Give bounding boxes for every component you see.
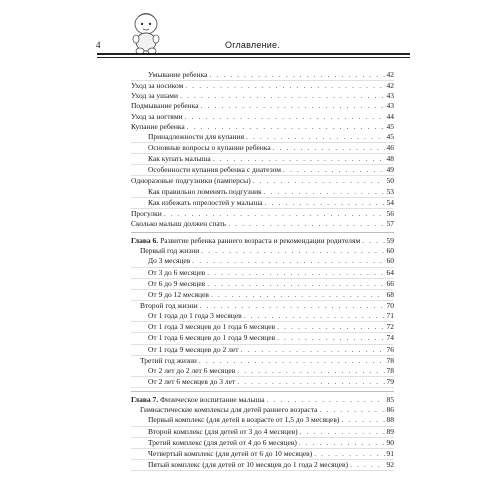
toc-entry-label: Принадлежности для купания	[148, 131, 245, 141]
chapter-number: Глава 6.	[131, 236, 159, 246]
toc-page-number: 57	[386, 218, 394, 228]
dot-leader	[201, 246, 384, 256]
toc-entry[interactable]	[131, 427, 394, 438]
toc-page-number: 70	[386, 300, 394, 310]
toc-entry-label: Как избежать опрелостей у малыша	[148, 197, 263, 207]
dot-leader	[185, 81, 384, 91]
toc-page-number: 92	[386, 459, 394, 469]
chapter-title: Развитие ребенка раннего возраста и рекомендации родителям	[158, 236, 361, 246]
toc-chapter-entry[interactable]	[131, 236, 394, 246]
dot-leader	[267, 395, 385, 405]
toc-entry-label	[131, 236, 360, 246]
toc-section	[131, 236, 394, 392]
toc-entry-label: Второй год жизни	[140, 300, 198, 310]
dot-leader	[237, 366, 384, 376]
dot-leader	[213, 154, 385, 164]
dot-leader	[237, 377, 384, 387]
toc-page-number: 79	[386, 376, 394, 386]
toc-entry-label: Уход за ногтями	[131, 111, 183, 121]
toc-page-number: 45	[386, 131, 394, 141]
toc-page-number: 54	[386, 197, 394, 207]
toc-entry[interactable]	[131, 279, 394, 290]
toc-page-number: 86	[386, 405, 394, 415]
toc-page-number: 72	[386, 322, 394, 332]
toc-entry-label: Пятый комплекс (для детей от 10 месяцев до 1 года 2 месяцев)	[148, 459, 348, 469]
toc-chapter-entry[interactable]	[131, 395, 394, 405]
toc-entry[interactable]	[131, 345, 394, 356]
toc-entry[interactable]	[131, 112, 394, 122]
dot-leader	[240, 345, 384, 355]
dot-leader	[319, 405, 384, 415]
toc-entry-label: От 1 года 6 месяцев до 1 года 9 месяцев	[148, 333, 276, 343]
dot-leader	[209, 70, 384, 80]
dot-leader	[164, 209, 385, 219]
toc-page-number: 59	[386, 236, 394, 246]
toc-page-number: 45	[386, 121, 394, 131]
toc-entry-label: Второй комплекс (для детей от 3 до 4 месяцев)	[148, 426, 298, 436]
toc-page-number: 78	[386, 365, 394, 375]
toc-entry[interactable]	[131, 143, 394, 154]
toc-page-number: 91	[386, 448, 394, 458]
dot-leader	[207, 268, 384, 278]
dot-leader	[273, 143, 385, 153]
toc-entry[interactable]	[131, 219, 394, 229]
toc-entry-label: Как правильно поменять подгузник	[148, 186, 262, 196]
toc-entry[interactable]	[131, 460, 394, 471]
toc-page-number: 43	[386, 101, 394, 111]
toc-entry-label: Купание ребенка	[131, 121, 185, 131]
running-title: Оглавление.	[225, 40, 280, 50]
toc-entry[interactable]	[131, 377, 394, 388]
toc-entry[interactable]	[131, 132, 394, 143]
dot-leader	[265, 198, 385, 208]
chapter-title: Физическое воспитание малыша	[158, 395, 265, 405]
toc-entry-label: Особенности купания ребенка с диатезом	[148, 165, 281, 175]
dot-leader	[207, 279, 384, 289]
toc-entry-label: Сколько малыш должен спать	[131, 218, 227, 228]
toc-entry[interactable]	[131, 198, 394, 209]
header-rule	[97, 53, 410, 55]
dot-leader	[187, 122, 385, 132]
toc-entry-label: От 1 года 3 месяцев до 1 года 6 месяцев	[148, 322, 276, 332]
dot-leader	[199, 356, 385, 366]
toc-entry-label: Основные вопросы о купании ребенка	[148, 142, 271, 152]
toc-entry[interactable]	[131, 70, 394, 81]
toc-entry-label: Прогулки	[131, 208, 162, 218]
table-of-contents	[131, 70, 394, 477]
toc-page-number: 42	[386, 70, 394, 79]
toc-section	[131, 70, 394, 233]
toc-entry[interactable]	[131, 209, 394, 219]
baby-icon	[124, 8, 168, 56]
dot-leader	[180, 91, 384, 101]
toc-entry-label: Уход за носиком	[131, 81, 184, 91]
toc-page-number: 42	[386, 81, 394, 91]
toc-entry-label: Четвертый комплекс (для детей от 6 до 10 месяцев)	[148, 448, 313, 458]
dot-leader	[253, 176, 385, 186]
toc-page-number: 88	[386, 415, 394, 425]
dot-leader	[228, 219, 384, 229]
toc-entry[interactable]	[131, 449, 394, 460]
toc-entry-label: Подмывание ребенка	[131, 101, 199, 111]
dot-leader	[201, 101, 385, 111]
toc-entry-label: Третий комплекс (для детей от 4 до 6 месяцев)	[148, 437, 297, 447]
toc-page-number: 50	[386, 176, 394, 186]
toc-entry[interactable]	[131, 81, 394, 91]
dot-leader	[277, 333, 384, 343]
toc-entry-label: До 3 месяцев	[148, 256, 191, 266]
toc-entry[interactable]	[131, 187, 394, 198]
dot-leader	[277, 322, 384, 332]
toc-entry-label: Умывание ребенка	[148, 70, 208, 79]
toc-entry[interactable]	[131, 101, 394, 111]
toc-entry[interactable]	[131, 438, 394, 449]
header-rule-thin	[97, 57, 410, 58]
page-number: 4	[96, 40, 101, 50]
toc-section	[131, 395, 394, 474]
toc-entry[interactable]	[131, 268, 394, 279]
toc-entry-label: Первый комплекс (для детей в возрасте от 1,5 до 3 месяцев)	[148, 415, 340, 425]
toc-page-number: 49	[386, 165, 394, 175]
toc-entry-label: От 6 до 9 месяцев	[148, 278, 206, 288]
dot-leader	[341, 415, 384, 425]
toc-page-number: 66	[386, 278, 394, 288]
toc-page-number: 56	[386, 208, 394, 218]
dot-leader	[299, 438, 385, 448]
toc-entry-label: Гимнастические комплексы для детей раннего возраста	[140, 405, 318, 415]
toc-page-number: 46	[386, 142, 394, 152]
toc-entry-label	[131, 395, 265, 405]
dot-leader	[246, 132, 384, 142]
toc-entry-label: Уход за ушами	[131, 91, 179, 101]
toc-entry-label: От 9 до 12 месяцев	[148, 289, 209, 299]
toc-page-number: 64	[386, 267, 394, 277]
toc-entry-label: От 1 года 9 месяцев до 2 лет	[148, 344, 239, 354]
dot-leader	[200, 301, 385, 311]
toc-entry[interactable]	[131, 290, 394, 301]
toc-page-number: 89	[386, 426, 394, 436]
toc-entry-label: От 3 до 6 месяцев	[148, 267, 206, 277]
toc-entry-label: От 1 года до 1 года 3 месяцев	[148, 311, 242, 321]
toc-page-number: 48	[386, 154, 394, 164]
toc-entry[interactable]	[131, 311, 394, 322]
page-header	[0, 0, 500, 62]
toc-page-number: 60	[386, 256, 394, 266]
dot-leader	[314, 449, 384, 459]
toc-page-number: 78	[386, 355, 394, 365]
toc-entry[interactable]	[131, 176, 394, 186]
toc-page-number: 76	[386, 344, 394, 354]
toc-entry[interactable]	[131, 122, 394, 132]
toc-entry[interactable]	[131, 405, 394, 415]
toc-page-number: 60	[386, 246, 394, 256]
toc-entry-label: Третий год жизни	[140, 355, 197, 365]
toc-entry[interactable]	[131, 366, 394, 377]
toc-page-number: 53	[386, 186, 394, 196]
toc-entry-label: Как купать малыша	[148, 154, 211, 164]
toc-entry[interactable]	[131, 246, 394, 256]
toc-entry[interactable]	[131, 256, 394, 267]
toc-entry[interactable]	[131, 154, 394, 165]
toc-entry[interactable]	[131, 415, 394, 426]
toc-entry[interactable]	[131, 322, 394, 333]
toc-page-number: 85	[386, 395, 394, 405]
dot-leader	[283, 165, 385, 175]
toc-entry[interactable]	[131, 91, 394, 101]
toc-entry-label: Одноразовые подгузники (памперсы)	[131, 176, 251, 186]
dot-leader	[185, 112, 385, 122]
toc-page-number: 44	[386, 111, 394, 121]
toc-entry[interactable]	[131, 356, 394, 366]
toc-page-number: 71	[386, 311, 394, 321]
toc-entry[interactable]	[131, 165, 394, 176]
toc-page-number: 90	[386, 437, 394, 447]
toc-entry-label: От 2 лет до 2 лет 6 месяцев	[148, 365, 236, 375]
toc-entry[interactable]	[131, 333, 394, 344]
dot-leader	[244, 311, 385, 321]
toc-entry-label: Первый год жизни	[140, 246, 200, 256]
dot-leader	[211, 290, 385, 300]
toc-page-number: 68	[386, 289, 394, 299]
dot-leader	[350, 460, 385, 470]
toc-entry-label: От 2 лет 6 месяцев до 3 лет	[148, 376, 236, 386]
chapter-number: Глава 7.	[131, 395, 159, 405]
toc-entry[interactable]	[131, 301, 394, 311]
dot-leader	[192, 256, 384, 266]
toc-page-number: 43	[386, 91, 394, 101]
dot-leader	[300, 427, 385, 437]
dot-leader	[264, 187, 385, 197]
toc-page-number: 74	[386, 333, 394, 343]
dot-leader	[362, 236, 384, 246]
